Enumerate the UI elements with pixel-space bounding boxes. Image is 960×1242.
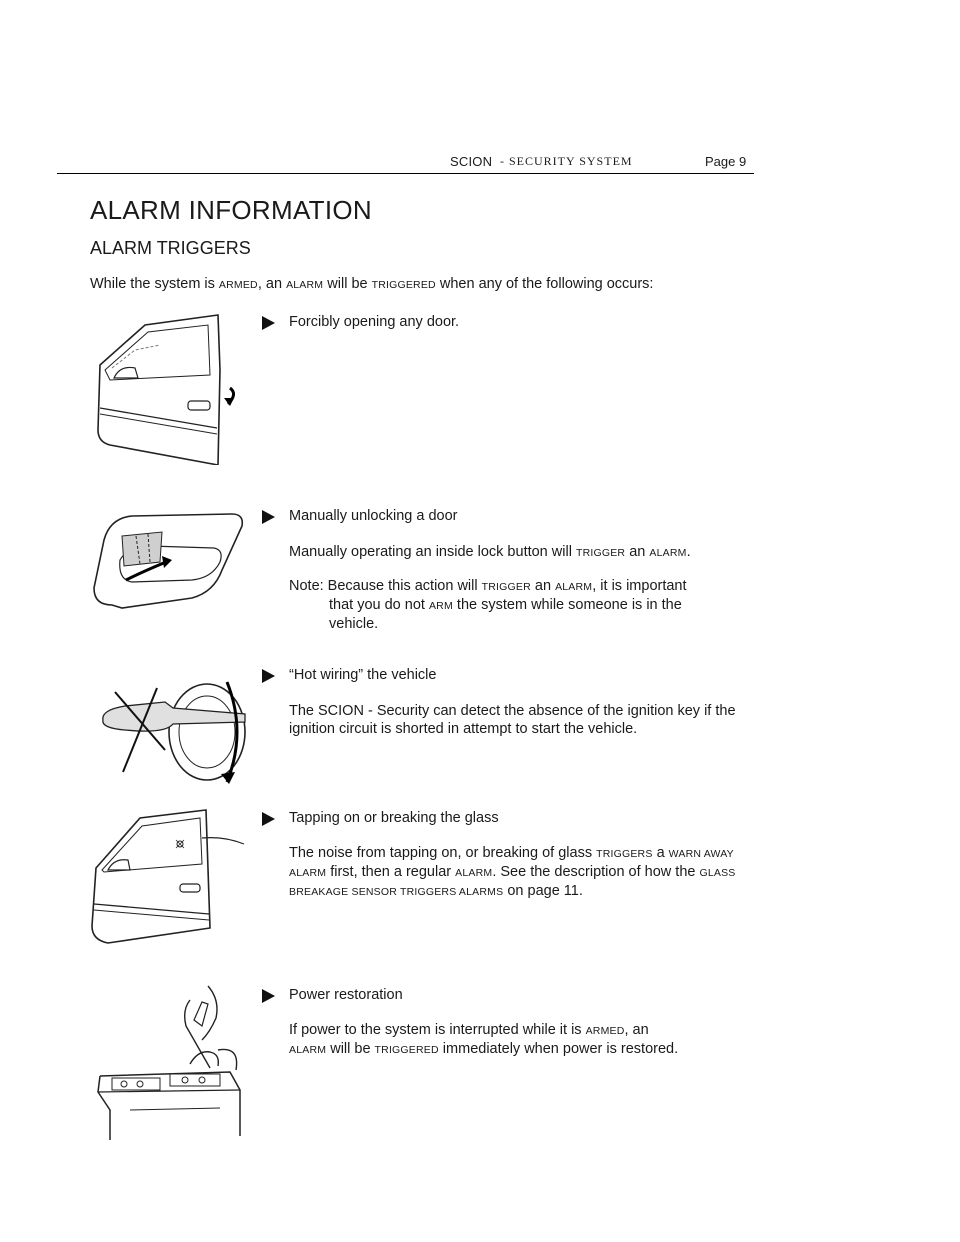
inside-door-handle-illustration	[92, 510, 247, 615]
page-title: ALARM INFORMATION	[90, 195, 372, 225]
header-divider	[57, 173, 754, 174]
bullet-arrow-icon	[262, 669, 275, 683]
car-door-opening-illustration	[90, 310, 250, 465]
item-heading: Power restoration	[289, 987, 403, 1003]
item-heading: Tapping on or breaking the glass	[289, 810, 499, 826]
bullet-arrow-icon	[262, 316, 275, 330]
intro-text: While the system is ARMED, an ALARM will be TRIGGERED when any of the following occurs:	[90, 276, 654, 292]
ignition-key-crossed-illustration	[95, 672, 250, 787]
item-body: The SCION - Security can detect the absence of the ignition key if the ignition circuit is shorted in attempt to start the vehicle.	[289, 703, 736, 737]
page-number: Page 9	[705, 154, 747, 169]
bullet-arrow-icon	[262, 812, 275, 826]
bullet-arrow-icon	[262, 989, 275, 1003]
item-heading: “Hot wiring” the vehicle	[289, 667, 437, 683]
header-brand: SCION	[450, 154, 493, 169]
item-heading: Manually unlocking a door	[289, 508, 458, 524]
car-battery-reconnect-illustration	[90, 980, 250, 1140]
item-note: Note: Because this action will TRIGGER an ALARM, it is important that you do not ARM the system while someone is in the vehicle.	[289, 578, 687, 632]
item-body: Manually operating an inside lock button will TRIGGER an ALARM.	[289, 544, 691, 560]
item-body: If power to the system is interrupted while it is ARMED, an ALARM will be TRIGGERED immediately when power is restored.	[289, 1022, 679, 1057]
header-brand-subtitle: - SECURITY SYSTEM	[500, 154, 633, 168]
bullet-arrow-icon	[262, 510, 275, 524]
item-heading: Forcibly opening any door.	[289, 314, 460, 330]
item-body: The noise from tapping on, or breaking of glass TRIGGERS a WARN AWAY ALARM first, then a regular ALARM. See the description of how the GLASS BREAKAGE SENSOR TRIGGERS ALARMS on page 11.	[289, 845, 736, 899]
section-subtitle: ALARM TRIGGERS	[90, 238, 251, 258]
door-glass-sensor-illustration	[88, 808, 248, 948]
